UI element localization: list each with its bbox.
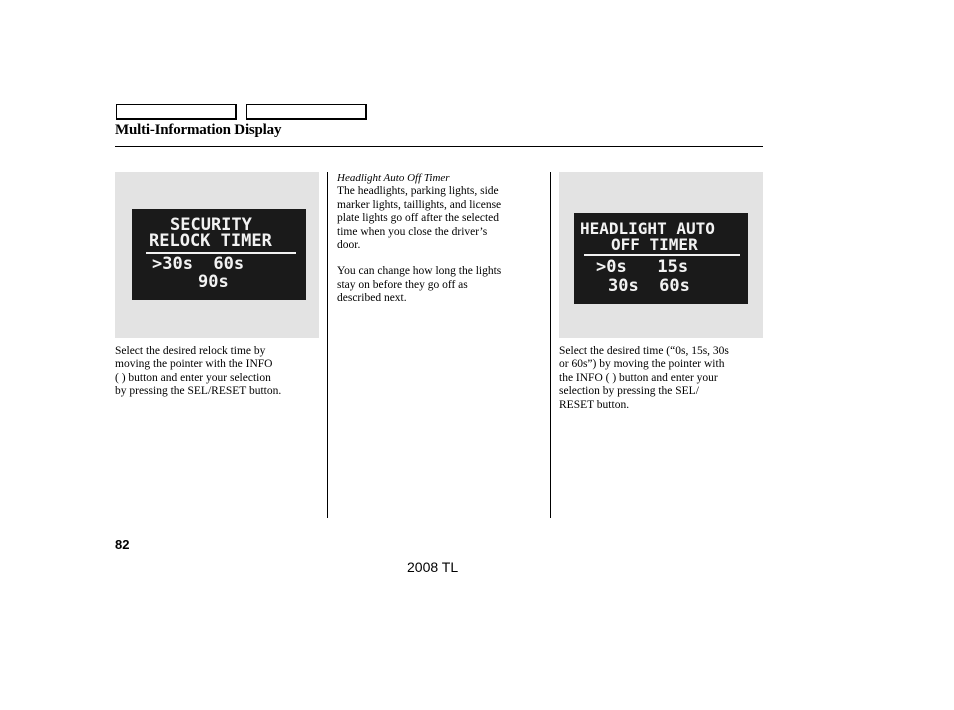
display-line-3: >0s 15s [596, 257, 689, 277]
display-line-3: >30s 60s [152, 254, 245, 274]
caption-line: selection by pressing the SEL/ [559, 385, 699, 398]
right-caption [559, 345, 729, 412]
left-caption [115, 345, 281, 399]
caption-line: ( ) button and enter your selection [115, 371, 271, 384]
headlight-timer-display-screen [574, 213, 748, 304]
paragraph-line: time when you close the driver’s [337, 225, 488, 238]
security-relock-display-figure [115, 172, 319, 338]
caption-line: moving the pointer with the INFO [115, 358, 273, 371]
model-footer: 2008 TL [407, 559, 459, 575]
display-line-4: 90s [198, 272, 229, 292]
nav-button-main-menu[interactable] [116, 104, 237, 120]
section-subheading: Headlight Auto Off Timer [337, 172, 450, 184]
middle-text [337, 172, 501, 306]
display-line-2: RELOCK TIMER [149, 231, 272, 251]
caption-line: by pressing the SEL/RESET button. [115, 385, 282, 398]
caption-line: or 60s”) by moving the pointer with [559, 358, 725, 371]
security-relock-display-screen [132, 209, 306, 300]
paragraph-2 [337, 265, 501, 305]
column-divider-right [550, 172, 551, 518]
display-line-2: OFF TIMER [611, 235, 698, 254]
caption-line: Select the desired relock time by [115, 345, 266, 357]
title-divider [115, 146, 763, 147]
paragraph-1 [337, 185, 501, 252]
paragraph-line: marker lights, taillights, and license [337, 198, 502, 211]
column-divider-left [327, 172, 328, 518]
display-line-1: SECURITY [170, 215, 252, 235]
display-line-1: HEADLIGHT AUTO [580, 219, 715, 238]
page-number: 82 [115, 537, 130, 552]
paragraph-line: stay on before they go off as [337, 278, 468, 291]
caption-line: the INFO ( ) button and enter your [559, 371, 718, 384]
display-line-4: 30s 60s [608, 276, 690, 296]
caption-line: RESET button. [559, 398, 630, 411]
nav-button-index[interactable] [246, 104, 367, 120]
display-divider [584, 254, 740, 256]
headlight-timer-display-figure [559, 172, 763, 338]
paragraph-line: You can change how long the lights [337, 265, 502, 278]
paragraph-line: door. [337, 239, 361, 252]
page-title: Multi-Information Display [115, 122, 282, 138]
paragraph-line: The headlights, parking lights, side [337, 185, 499, 198]
paragraph-line: described next. [337, 292, 407, 305]
paragraph-line: plate lights go off after the selected [337, 212, 500, 225]
caption-line: Select the desired time (“0s, 15s, 30s [559, 345, 729, 357]
